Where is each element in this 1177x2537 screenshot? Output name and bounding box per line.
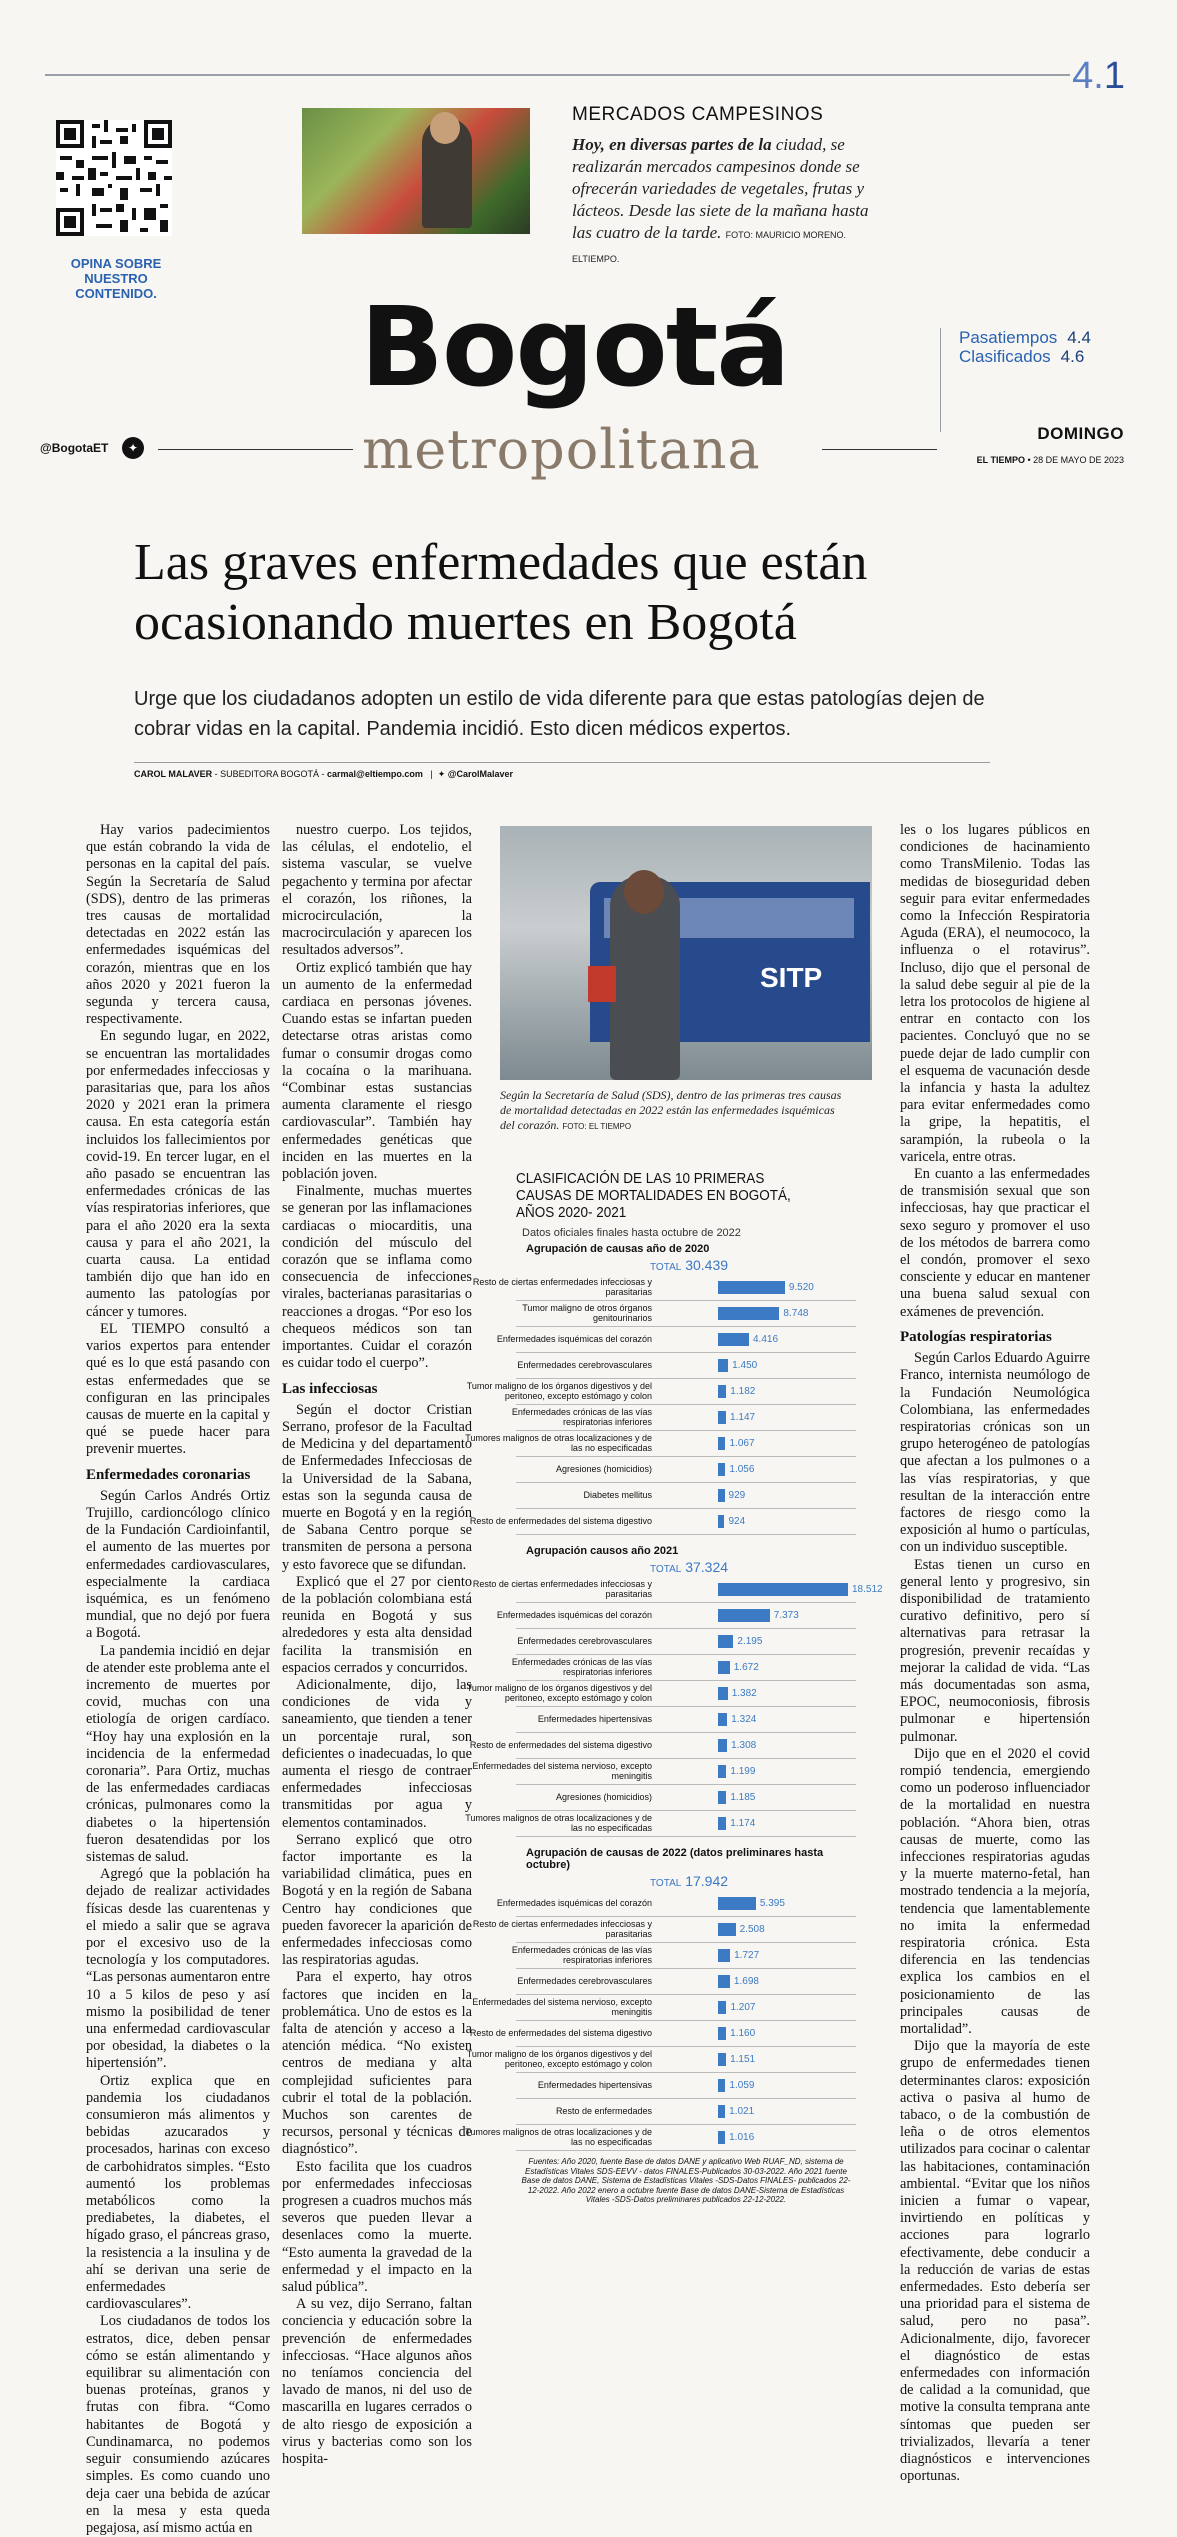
subhead: Patologías respiratorias	[900, 1328, 1052, 1345]
chart-bar-value: 5.395	[759, 1898, 785, 1909]
chart-bar-label: Resto de enfermedades del sistema digestivo	[469, 1740, 652, 1750]
chart-row	[516, 1785, 856, 1811]
chart-bar-value: 1.056	[729, 1464, 755, 1475]
chart-bar	[718, 2053, 726, 2066]
chart-bar-value: 1.067	[729, 1438, 755, 1449]
chart-row	[465, 2125, 856, 2151]
chart-bar-value: 924	[728, 1516, 746, 1527]
chart-row	[516, 1353, 856, 1379]
chart-row	[511, 1943, 856, 1969]
dateline: EL TIEMPO • 28 DE MAYO DE 2023	[976, 455, 1124, 465]
mortality-chart	[465, 1170, 883, 2205]
chart-bar-label: Resto de enfermedades del sistema digestivo	[469, 1516, 652, 1526]
chart-bar-label: Tumor maligno de los órganos digestivos y del peritoneo, excepto estómago y colon	[466, 1683, 652, 1703]
section-title: Bogotá	[360, 283, 789, 411]
chart-bar	[718, 1661, 730, 1674]
chart-group-title: Agrupación causos año 2021	[526, 1545, 679, 1557]
chart-bar	[718, 1411, 726, 1424]
column-4: les o los lugares públicos en condiciones de hacinamiento como TransMilenio. Todas las medidas de bioseguridad deben seguir para evitar enfermedades como la Infección Respiratoria Aguda (ERA), el neumococo, la influenza o el rotavirus”. Incluso, dijo que el personal de la salud debe seguir al pie de la letra los protocolos de higiene al entrar en contacto con los pacientes. Concluyó que no se puede dejar de lado cumplir con el esquema de vacunación desde la infancia y hasta la adultez para evitar enfermedades como la gripe, la hepatitis, el sarampión, la rubeola o la varicela, entre otras. En cuanto a las enfermedades de transmisión sexual que son infecciosas, hay que practicar el sexo seguro y promover el uso de los métodos de barrera como el condón, promover el sexo consciente y educar en mantener una buena salud sexual con exámenes de prevención. Patologías respiratorias Según Carlos Eduardo Aguirre Franco, internista neumólogo de la Fundación Neumológica Colombiana, las enfermedades respiratorias crónicas son un grupo heterogéneo de patologías que afectan a los pulmones o a las vías respiratorias, y que resultan de la interacción entre factores de riesgo como la exposición al humo o partículas, con un individuo susceptible. Estas tienen un curso en general lento y progresivo, sin disponibilidad de tratamiento curativo definitivo, pero sí alternativas para retrasar la progresión, prevenir recaídas y mejorar la calidad de vida. “Las más documentadas son asma, EPOC, neumoconiosis, fibrosis pulmonar e hipertensión pulmonar. Dijo que en el 2020 el covid rompió tendencia, emergiendo como un poderoso influenciador de la mortalidad en nuestra población. “Ahora bien, otras causas de muerte, como las infecciones respiratorias agudas y la muerte materno-fetal, han mostrado tendencia a la mejoría, tendencia que lamentablemente no imita la enfermedad respiratoria crónica. Esta diferencia en las tendencias explica los cambios en el posicionamiento de las principales causas de mortalidad”. Dijo que la mayoría de este grupo de enfermedades tienen determinantes claros: exposición activa o pasiva al humo de tabaco, o de la combustión de leña o de otros elementos utilizados para cocinar o calentar las habitaciones, contaminación ambiental. “Evitar que los niños inicien a fumar o vapear, invirtiendo en políticas y acciones para lograrlo efectivamente, debe conducir a la reducción de varias de estas enfermedades. Esto debería ser una prioridad para el sistema de salud, pero no pasa”. Adicionalmente, dijo, favorecer el diagnóstico de estas enfermedades con información de calidad a la comunidad, que motive la consulta temprana ante síntomas que pueden ser trivializados, llevaría a tener diagnósticos e intervenciones oportunas.	[900, 822, 1090, 2485]
chart-bar-label: Agresiones (homicidios)	[555, 1464, 652, 1474]
chart-group-total: TOTAL 37.324	[650, 1559, 729, 1575]
chart-bar-label: Enfermedades crónicas de las vías respiratorias inferiores	[511, 1657, 652, 1677]
top-rule	[45, 74, 1070, 76]
chart-bar	[718, 1583, 848, 1596]
chart-subtitle: Datos oficiales finales hasta octubre de 2022	[522, 1227, 741, 1239]
chart-bar	[718, 1437, 725, 1450]
chart-bar-value: 1.199	[730, 1766, 756, 1777]
teaser-text: Hoy, en diversas partes de la ciudad, se realizarán mercados campesinos donde se ofrecerán variedades de vegetales, frutas y lácteos. Desde las siete de la mañana hasta las cuatro de la tarde. FOTO: MAURICIO MORENO. ELTIEMPO.	[572, 135, 869, 264]
chart-row	[496, 1603, 856, 1629]
chart-bar-value: 1.672	[733, 1662, 759, 1673]
chart-bar-label: Enfermedades hipertensivas	[537, 1714, 652, 1724]
chart-bar	[718, 2027, 726, 2040]
chart-bar-label: Enfermedades crónicas de las vías respiratorias inferiores	[511, 1407, 652, 1427]
chart-bar-label: Enfermedades crónicas de las vías respiratorias inferiores	[511, 1945, 652, 1965]
qr-label: OPINA SOBRE NUESTRO CONTENIDO.	[70, 256, 162, 301]
chart-bar-value: 9.520	[788, 1282, 814, 1293]
chart-bar-value: 7.373	[773, 1610, 799, 1621]
chart-bar-label: Diabetes mellitus	[583, 1490, 652, 1500]
chart-group-title: Agrupación de causas de 2022 (datos preliminares hasta octubre)	[526, 1847, 824, 1871]
section-subtitle: metropolitana	[362, 418, 761, 481]
chart-bar-value: 1.308	[731, 1740, 757, 1751]
chart-bar-value: 1.160	[730, 2028, 756, 2039]
article-photo: SITP	[500, 826, 872, 1080]
chart-bar-label: Tumores malignos de otras localizaciones y de las no especificadas	[465, 1433, 652, 1453]
chart-row	[516, 1301, 856, 1327]
chart-bar	[718, 2131, 725, 2144]
chart-row	[511, 1655, 856, 1681]
chart-row	[511, 1405, 856, 1431]
chart-row	[516, 1969, 856, 1995]
qr-code[interactable]	[56, 120, 172, 236]
chart-bar-label: Enfermedades del sistema nervioso, excepto meningitis	[472, 1761, 652, 1781]
chart-bar	[718, 1975, 730, 1988]
chart-row	[516, 1707, 856, 1733]
chart-bar-value: 1.174	[730, 1818, 756, 1829]
index-item[interactable]: Clasificados 4.6	[959, 347, 1085, 366]
byline: CAROL MALAVER - SUBEDITORA BOGOTÁ - carmal@eltiempo.com | ✦ @CarolMalaver	[134, 762, 990, 780]
chart-row	[466, 2047, 856, 2073]
chart-bar	[718, 1713, 727, 1726]
divider	[822, 449, 937, 450]
chart-row	[472, 1917, 856, 1943]
chart-bar-value: 929	[728, 1490, 746, 1501]
chart-bar	[718, 1791, 726, 1804]
chart-row	[516, 1483, 856, 1509]
chart-bar-value: 1.382	[731, 1688, 757, 1699]
chart-bar-value: 1.698	[733, 1976, 759, 1987]
chart-bar-label: Enfermedades isquémicas del corazón	[496, 1898, 652, 1908]
author-twitter[interactable]: @CarolMalaver	[447, 769, 514, 779]
chart-bar-value: 1.147	[730, 1412, 756, 1423]
twitter-icon: ✦	[437, 769, 446, 779]
chart-bar-value: 1.182	[730, 1386, 756, 1397]
chart-bar-value: 1.016	[729, 2132, 755, 2143]
chart-bar-label: Tumor maligno de otros órganos genitourinarios	[522, 1303, 652, 1323]
chart-bar-label: Enfermedades isquémicas del corazón	[496, 1334, 652, 1344]
chart-bar	[718, 1463, 725, 1476]
chart-sources: Fuentes: Año 2020, fuente Base de datos DANE y aplicativo Web RUAF_ND, sistema de Estadísticas Vitales SDS-EEVV - datos FINALES-Publicados 30-03-2022. Año 2021 fuente Base de datos DANE, Sistema de Estadísticas Vitales -SDS-Datos FINALES- publicados 22-12-2022. Año 2022 enero a octubre fuente Base de datos DANE-Sistema de Estadísticas Vitales -SDS-Datos preliminares publicados 22-12-2022.	[521, 2157, 851, 2204]
chart-bar-value: 2.508	[739, 1924, 765, 1935]
chart-bar-label: Enfermedades isquémicas del corazón	[496, 1610, 652, 1620]
chart-row	[466, 1379, 856, 1405]
index-item[interactable]: Pasatiempos 4.4	[959, 328, 1091, 347]
chart-bar	[718, 1635, 733, 1648]
chart-row	[469, 2021, 856, 2047]
chart-row	[516, 1457, 856, 1483]
divider	[158, 449, 353, 450]
chart-row	[496, 1327, 856, 1353]
chart-row	[472, 1995, 856, 2021]
chart-bar-label: Enfermedades hipertensivas	[537, 2080, 652, 2090]
chart-bar-value: 1.185	[730, 1792, 756, 1803]
chart-bar	[718, 1949, 730, 1962]
chart-bar-value: 1.021	[729, 2106, 755, 2117]
chart-bar	[718, 1385, 726, 1398]
subhead: Las infecciosas	[282, 1380, 378, 1397]
chart-bar	[718, 1897, 756, 1910]
chart-bar-value: 1.059	[729, 2080, 755, 2091]
chart-row	[472, 1275, 856, 1301]
chart-bar	[718, 1739, 727, 1752]
chart-group-total: TOTAL 17.942	[650, 1873, 729, 1889]
chart-bar-label: Resto de ciertas enfermedades infecciosas y parasitarias	[472, 1919, 652, 1939]
market-photo	[302, 108, 530, 234]
subhead: Enfermedades coronarias	[86, 1466, 251, 1483]
chart-bar-value: 4.416	[753, 1334, 779, 1345]
chart-bar	[718, 1817, 726, 1830]
chart-row	[465, 1431, 856, 1457]
chart-bar	[718, 1687, 728, 1700]
page-number: 4.1	[1072, 55, 1125, 97]
chart-bar	[718, 2079, 725, 2092]
chart-bar-label: Resto de enfermedades	[555, 2106, 652, 2116]
column-2: nuestro cuerpo. Los tejidos, las células, el endotelio, el sistema vascular, se vuelve pegachento y termina por afectar el corazón, los riñones, la microcirculación, la macrocirculación y aparecen los resultados adversos”. Ortiz explicó también que hay un aumento de la enfermedad cardiaca en personas jóvenes. Cuando estas se infartan pueden detectarse otras aristas como fumar o consumir drogas como la cocaína o la marihuana. “Combinar estas sustancias aumenta claramente el riesgo cardiovascular”. También hay enfermedades genéticas que inciden en las muertes en la población joven. Finalmente, muchas muertes se generan por las inflamaciones cardiacas o miocarditis, una condición del músculo del corazón que se inflama como consecuencia de infecciones virales, bacterianas parasitarias o reacciones a drogas. “Por eso los chequeos médicos son tan importantes. Cuidar el corazón es cuidar todo el cuerpo”. Las infecciosas Según el doctor Cristian Serrano, profesor de la Facultad de Medicina y del departamento de Enfermedades Infecciosas de la Universidad de la Sabana, estas son la segunda causa de muerte en Bogotá y en la región de Sabana Centro porque se transmiten de persona a persona y esto favorece que se difundan. Explicó que el 27 por ciento de la población colombiana está reunida en Bogotá y sus alrededores y esta alta densidad facilita la transmisión en espacios cerrados y concurridos. Adicionalmente, dijo, las condiciones de vida y saneamiento, que tienden a tener un porcentaje rural, son deficientes o inadecuadas, lo que aumenta el riesgo de contraer enfermedades infecciosas transmitidas por agua y elementos contaminados. Serrano explicó que otro factor importante es la variabilidad climática, pues en Bogotá y en la región de Sabana Centro hay condiciones que pueden favorecer la aparición de enfermedades infecciosas como las respiratorias agudas. Para el experto, hay otros factores que inciden en la problemática. Uno de estos es la falta de atención y acceso a la atención médica. “No existen centros de mediana y alta complejidad suficientes para cubrir el total de la población. Muchos son carentes de recursos, personal y técnicas de diagnóstico”. Esto facilita que los cuadros por enfermedades infecciosas progresen a cuadros muchos más severos que pueden llevar a desenlaces como la muerte. “Esto aumenta la gravedad de la enfermedad y el impacto en la salud pública”. A su vez, dijo Serrano, faltan conciencia y educación sobre la prevención de enfermedades infecciosas. “Hace algunos años no teníamos conciencia del lavado de manos, ni del uso de mascarilla en lugares cerrados o de alto riesgo de exposición a virus y bacterias como son los hospita-	[282, 822, 472, 2468]
chart-bar-label: Tumor maligno de los órganos digestivos y del peritoneo, excepto estómago y colon	[466, 1381, 652, 1401]
chart-bar	[718, 2105, 725, 2118]
chart-bar-value: 1.450	[732, 1360, 758, 1371]
chart-row	[516, 1629, 856, 1655]
chart-bar-value: 1.151	[730, 2054, 756, 2065]
chart-bar	[718, 2001, 726, 2014]
chart-bar	[718, 1359, 728, 1372]
day-label: DOMINGO	[1037, 424, 1124, 443]
chart-bar	[718, 1765, 726, 1778]
chart-row	[469, 1733, 856, 1759]
chart-bar-value: 2.195	[737, 1636, 763, 1647]
chart-bar-label: Enfermedades cerebrovasculares	[517, 1636, 652, 1646]
chart-bar	[718, 1281, 785, 1294]
twitter-icon[interactable]: ✦	[122, 437, 144, 459]
chart-row	[516, 2073, 856, 2099]
chart-bar	[718, 1489, 725, 1502]
chart-row	[472, 1577, 883, 1603]
chart-bar-label: Tumor maligno de los órganos digestivos y del peritoneo, excepto estómago y colon	[466, 2049, 652, 2069]
deck: Urge que los ciudadanos adopten un estilo de vida diferente para que estas patologías dejen de cobrar vidas en la capital. Pandemia incidió. Esto dicen médicos expertos.	[134, 688, 985, 740]
column-1: Hay varios padecimientos que están cobrando la vida de personas en la capital del país. Según la Secretaría de Salud (SDS), dentro de las primeras tres causas de mortalidad detectadas en 2022 están las enfermedades isquémicas del corazón, mientras que en los años 2020 y 2021 fueron la segunda y tercera causa, respectivamente. En segundo lugar, en 2022, se encuentran las mortalidades por enfermedades infecciosas y parasitarias que, para los años 2020 y 2021 eran la primera causa. En esta categoría están incluidos los fallecimientos por covid-19. En tercer lugar, en el año pasado se encuentran las enfermedades crónicas de las vías respiratorias inferiores, que para el año 2020 era la sexta causa y para el año 2021, la cuarta causa. La entidad también dijo que han ido en aumento las patologías por cáncer y tumores. EL TIEMPO consultó a varios expertos para entender qué es lo que está pasando con estas enfermedades que se configuran en las principales causas de muerte en la capital y qué se puede hacer para prevenir muertes. Enfermedades coronarias Según Carlos Andrés Ortiz Trujillo, cardioncólogo clínico de la Fundación Cardioinfantil, el aumento de las muertes por enfermedades cardiovasculares, especialmente la cardiaca isquémica, es un fenómeno mundial, que no dejó por fuera a Bogotá. La pandemia incidió en dejar de atender este problema ante el incremento de muertes por covid, muchas con una etiología de origen cardíaco. “Hoy hay una explosión en la incidencia de la enfermedad coronaria”. Para Ortiz, muchas de las enfermedades cardiacas crónicas, pulmonares como la diabetes o la hipertensión fueron desatendidas por los sistemas de salud. Agregó que la población ha dejado de realizar actividades físicas desde las cuarentenas y el miedo a salir que se agrava por el excesivo uso de la tecnología y los computadores. “Las personas aumentaron entre 10 a 5 kilos de peso y así mismo la posibilidad de tener una enfermedad cardiovascular por obesidad, la diabetes o la hipertensión”. Ortiz explica que en pandemia los ciudadanos consumieron más alimentos y bebidas azucarados y procesados, harinas con exceso de carbohidratos simples. “Esto aumentó los problemas metabólicos como la prediabetes, la diabetes, el hígado graso, el páncreas graso, la resistencia a la insulina y de ahí se derivan una serie de enfermedades cardiovasculares”. Los ciudadanos de todos los estratos, dice, deben pensar cómo se están alimentando y equilibrar su alimentación con buenas proteínas, granos y frutas con fibra. “Como habitantes de Bogotá y Cundinamarca, no podemos seguir consumiendo azúcares simples. Es como cuando uno deja caer una bebida de azúcar en la mesa y esta queda pegajosa, así mismo actúa en	[86, 822, 270, 2536]
chart-bar	[718, 1333, 749, 1346]
chart-bar-value: 1.324	[731, 1714, 757, 1725]
chart-bar-label: Tumores malignos de otras localizaciones y de las no especificadas	[465, 1813, 652, 1833]
chart-bar-value: 8.748	[783, 1308, 809, 1319]
chart-group-title: Agrupación de causas año de 2020	[526, 1243, 710, 1255]
qr-code-icon	[56, 120, 172, 236]
chart-bar-value: 1.727	[734, 1950, 760, 1961]
chart-bar-label: Enfermedades del sistema nervioso, excepto meningitis	[472, 1997, 652, 2017]
twitter-handle[interactable]: @BogotaET	[40, 441, 109, 455]
teaser-title: MERCADOS CAMPESINOS	[572, 104, 824, 125]
chart-row	[465, 1811, 856, 1837]
chart-bar-label: Tumores malignos de otras localizaciones y de las no especificadas	[465, 2127, 652, 2147]
section-index	[940, 328, 1121, 432]
photo-caption: Según la Secretaría de Salud (SDS), dentro de las primeras tres causas de mortalidad detectadas en 2022 están las enfermedades isquémicas del corazón. FOTO: EL TIEMPO	[500, 1088, 842, 1132]
chart-bar-value: 1.207	[730, 2002, 756, 2013]
chart-group-total: TOTAL 30.439	[650, 1257, 729, 1273]
chart-title: CLASIFICACIÓN DE LAS 10 PRIMERAS CAUSAS DE MORTALIDADES EN BOGOTÁ, AÑOS 2020- 2021	[516, 1170, 791, 1221]
chart-bar	[718, 1307, 779, 1320]
chart-bar	[718, 1923, 736, 1936]
chart-row	[466, 1681, 856, 1707]
chart-bar-label: Enfermedades cerebrovasculares	[517, 1976, 652, 1986]
chart-bar-value: 18.512	[852, 1584, 883, 1595]
chart-bar	[718, 1609, 770, 1622]
chart-bar-label: Agresiones (homicidios)	[555, 1792, 652, 1802]
chart-bar-label: Enfermedades cerebrovasculares	[517, 1360, 652, 1370]
chart-row	[469, 1509, 856, 1535]
author-email[interactable]: carmal@eltiempo.com	[327, 769, 423, 779]
chart-bar	[718, 1515, 724, 1528]
chart-row	[496, 1891, 856, 1917]
chart-bar-label: Resto de enfermedades del sistema digestivo	[469, 2028, 652, 2038]
chart-bar-label: Resto de ciertas enfermedades infecciosas y parasitarias	[472, 1579, 652, 1599]
chart-bar-label: Resto de ciertas enfermedades infecciosas y parasitarias	[472, 1277, 652, 1297]
chart-row	[472, 1759, 856, 1785]
headline: Las graves enfermedades que están ocasionando muertes en Bogotá	[134, 534, 868, 651]
chart-row	[516, 2099, 856, 2125]
